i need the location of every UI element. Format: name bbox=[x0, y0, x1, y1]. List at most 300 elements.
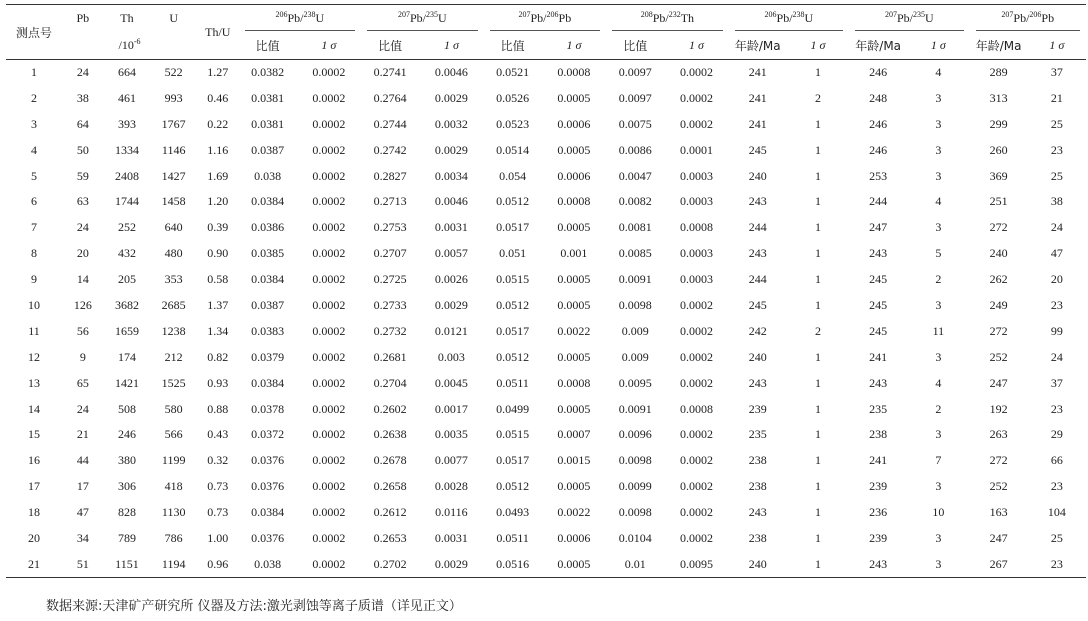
cell-r206-238: 0.038 bbox=[254, 556, 282, 571]
cell-th: 664 bbox=[117, 65, 136, 80]
cell-age207-206-sigma: 20 bbox=[1050, 272, 1063, 287]
cell-r207-206: 0.0512 bbox=[496, 194, 530, 209]
cell-age207-206: 247 bbox=[989, 530, 1008, 545]
cell-r206-238: 0.0384 bbox=[251, 194, 285, 209]
cell-r206-238: 0.0384 bbox=[251, 375, 285, 390]
cell-point: 8 bbox=[31, 246, 38, 261]
cell-r207-206: 0.0516 bbox=[496, 556, 530, 571]
cell-age207-206: 251 bbox=[989, 194, 1008, 209]
cell-r207-235: 0.2707 bbox=[373, 246, 407, 261]
cell-r207-206: 0.0523 bbox=[496, 116, 530, 131]
cell-pb: 24 bbox=[76, 220, 89, 235]
cell-age207-235: 246 bbox=[869, 65, 888, 80]
header-age: 年龄/Ma bbox=[855, 38, 902, 53]
cell-u: 212 bbox=[164, 349, 183, 364]
cell-age206-238-sigma: 2 bbox=[814, 323, 821, 338]
cell-age206-238-sigma: 1 bbox=[814, 375, 821, 390]
cell-age207-235: 246 bbox=[869, 142, 888, 157]
cell-th: 1151 bbox=[115, 556, 139, 571]
cell-age206-238: 238 bbox=[748, 453, 767, 468]
cell-pb: 56 bbox=[76, 323, 89, 338]
cell-r208-232-sigma: 0.0002 bbox=[679, 479, 713, 494]
cell-r208-232: 0.0085 bbox=[618, 246, 652, 261]
cell-age207-206-sigma: 23 bbox=[1050, 556, 1063, 571]
cell-age206-238: 240 bbox=[748, 556, 767, 571]
cell-r208-232-sigma: 0.0002 bbox=[679, 453, 713, 468]
cell-r206-238-sigma: 0.0002 bbox=[312, 65, 346, 80]
cell-pb: 63 bbox=[76, 194, 89, 209]
cell-age207-206: 252 bbox=[989, 479, 1008, 494]
cell-age206-238-sigma: 1 bbox=[814, 297, 821, 312]
cell-r206-238: 0.0386 bbox=[251, 220, 285, 235]
cell-r207-235-sigma: 0.0045 bbox=[434, 375, 468, 390]
cell-pb: 51 bbox=[76, 556, 89, 571]
header-ratio: 比值 bbox=[378, 38, 403, 53]
cell-r206-238-sigma: 0.0002 bbox=[312, 116, 346, 131]
cell-r206-238-sigma: 0.0002 bbox=[312, 375, 346, 390]
cell-r206-238-sigma: 0.0002 bbox=[312, 323, 346, 338]
cell-pb: 14 bbox=[76, 272, 89, 287]
header-group-207pb-235u-ratio: $^{207}$Pb/$^{235}$U bbox=[361, 5, 484, 32]
cell-age207-235-sigma: 3 bbox=[935, 142, 942, 157]
cell-r207-235: 0.2764 bbox=[373, 90, 407, 105]
cell-r208-232: 0.0095 bbox=[618, 375, 652, 390]
cell-r207-235: 0.2678 bbox=[373, 453, 407, 468]
cell-r207-206-sigma: 0.0006 bbox=[557, 116, 591, 131]
cell-u: 993 bbox=[164, 90, 183, 105]
cell-r207-206-sigma: 0.0022 bbox=[557, 323, 591, 338]
cell-th-u: 0.96 bbox=[207, 556, 229, 571]
cell-pb: 17 bbox=[76, 479, 89, 494]
cell-th: 2408 bbox=[114, 168, 139, 183]
cell-point: 11 bbox=[28, 323, 40, 338]
cell-r207-235: 0.2732 bbox=[373, 323, 407, 338]
cell-r207-235: 0.2827 bbox=[373, 168, 407, 183]
table-row bbox=[6, 267, 1086, 293]
cell-r207-206-sigma: 0.0005 bbox=[557, 556, 591, 571]
cell-u: 1767 bbox=[161, 116, 186, 131]
cell-th: 508 bbox=[117, 401, 136, 416]
cell-age207-235: 245 bbox=[869, 272, 888, 287]
cell-r207-206: 0.0512 bbox=[496, 349, 530, 364]
cell-point: 16 bbox=[28, 453, 41, 468]
cell-age207-206: 272 bbox=[989, 453, 1008, 468]
cell-u: 786 bbox=[164, 530, 183, 545]
cell-age207-206: 163 bbox=[989, 505, 1008, 520]
cell-r207-206: 0.0521 bbox=[496, 65, 530, 80]
cell-r207-235: 0.2744 bbox=[373, 116, 407, 131]
cell-r208-232: 0.0081 bbox=[618, 220, 652, 235]
cell-age207-235-sigma: 3 bbox=[935, 220, 942, 235]
cell-r207-206-sigma: 0.0008 bbox=[557, 375, 591, 390]
header-group-207pb-206pb-ratio: $^{207}$Pb/$^{206}$Pb bbox=[484, 5, 607, 32]
cell-age206-238: 238 bbox=[748, 479, 767, 494]
cell-r207-206: 0.0515 bbox=[496, 272, 530, 287]
table-row bbox=[6, 474, 1086, 500]
cell-r207-206-sigma: 0.0005 bbox=[557, 297, 591, 312]
cell-r208-232-sigma: 0.0003 bbox=[679, 194, 713, 209]
cell-u: 480 bbox=[164, 246, 183, 261]
header-th-u-ratio: Th/U bbox=[205, 24, 231, 39]
cell-r207-235: 0.2638 bbox=[373, 427, 407, 442]
cell-point: 10 bbox=[28, 297, 41, 312]
cell-u: 353 bbox=[164, 272, 183, 287]
cell-th: 1334 bbox=[114, 142, 139, 157]
cell-r207-206-sigma: 0.0015 bbox=[557, 453, 591, 468]
cell-r207-235-sigma: 0.0034 bbox=[434, 168, 468, 183]
cell-point: 7 bbox=[31, 220, 38, 235]
table-row bbox=[6, 422, 1086, 448]
cell-age207-206-sigma: 29 bbox=[1050, 427, 1063, 442]
cell-age206-238: 243 bbox=[748, 194, 767, 209]
cell-age207-235: 236 bbox=[869, 505, 888, 520]
cell-age207-235: 245 bbox=[869, 323, 888, 338]
cell-r206-238: 0.0385 bbox=[251, 246, 285, 261]
cell-age206-238-sigma: 1 bbox=[814, 427, 821, 442]
cell-r208-232-sigma: 0.0002 bbox=[679, 505, 713, 520]
cell-point: 15 bbox=[28, 427, 41, 442]
cell-age207-206: 263 bbox=[989, 427, 1008, 442]
cell-th: 174 bbox=[117, 349, 136, 364]
cell-th-u: 0.73 bbox=[207, 479, 229, 494]
cell-r207-206-sigma: 0.0022 bbox=[557, 505, 591, 520]
cell-age207-206-sigma: 21 bbox=[1050, 90, 1063, 105]
cell-age207-235-sigma: 3 bbox=[935, 90, 942, 105]
cell-r208-232: 0.0097 bbox=[618, 90, 652, 105]
cell-th: 1744 bbox=[114, 194, 139, 209]
zircon-data-table-container bbox=[6, 4, 1086, 578]
cell-r207-235-sigma: 0.0057 bbox=[434, 246, 468, 261]
cell-age207-206: 272 bbox=[989, 323, 1008, 338]
cell-pb: 24 bbox=[76, 401, 89, 416]
cell-th-u: 1.00 bbox=[207, 530, 229, 545]
cell-age207-235-sigma: 2 bbox=[935, 272, 942, 287]
cell-th-u: 0.90 bbox=[207, 246, 229, 261]
cell-point: 3 bbox=[31, 116, 38, 131]
cell-th-u: 0.82 bbox=[207, 349, 229, 364]
cell-r206-238: 0.0376 bbox=[251, 530, 285, 545]
cell-age206-238: 244 bbox=[748, 220, 767, 235]
cell-r208-232: 0.0091 bbox=[618, 272, 652, 287]
cell-age206-238: 238 bbox=[748, 530, 767, 545]
cell-age207-206: 289 bbox=[989, 65, 1008, 80]
cell-age206-238: 244 bbox=[748, 272, 767, 287]
cell-age207-235: 243 bbox=[869, 375, 888, 390]
header-group-207pb-235u-age: $^{207}$Pb/$^{235}$U bbox=[849, 5, 969, 32]
table-row bbox=[6, 215, 1086, 241]
cell-r208-232-sigma: 0.0001 bbox=[679, 142, 713, 157]
cell-th-u: 1.16 bbox=[207, 142, 229, 157]
cell-age207-206-sigma: 104 bbox=[1047, 505, 1066, 520]
table-row bbox=[6, 241, 1086, 267]
header-sigma: 1 σ bbox=[566, 37, 582, 52]
cell-th: 828 bbox=[117, 505, 136, 520]
cell-r206-238-sigma: 0.0002 bbox=[312, 505, 346, 520]
cell-r207-235-sigma: 0.0077 bbox=[434, 453, 468, 468]
cell-age206-238: 240 bbox=[748, 168, 767, 183]
cell-age207-206: 252 bbox=[989, 349, 1008, 364]
cell-r207-206: 0.0493 bbox=[496, 505, 530, 520]
cell-r207-235-sigma: 0.0028 bbox=[434, 479, 468, 494]
cell-age206-238-sigma: 1 bbox=[814, 453, 821, 468]
cell-th-u: 0.39 bbox=[207, 220, 229, 235]
cell-age207-206-sigma: 37 bbox=[1050, 375, 1063, 390]
cell-r207-235-sigma: 0.0017 bbox=[434, 401, 468, 416]
cell-r207-206-sigma: 0.0005 bbox=[557, 142, 591, 157]
cell-r207-206-sigma: 0.0005 bbox=[557, 349, 591, 364]
header-ratio: 比值 bbox=[623, 38, 648, 53]
cell-age207-206-sigma: 23 bbox=[1050, 297, 1063, 312]
cell-r207-206-sigma: 0.0006 bbox=[557, 168, 591, 183]
cell-r208-232: 0.0082 bbox=[618, 194, 652, 209]
header-group-208pb-232th-ratio: $^{208}$Pb/$^{232}$Th bbox=[606, 5, 729, 32]
cell-point: 18 bbox=[28, 505, 41, 520]
cell-pb: 64 bbox=[76, 116, 89, 131]
cell-r206-238: 0.0376 bbox=[251, 453, 285, 468]
cell-r207-206: 0.0512 bbox=[496, 297, 530, 312]
cell-age206-238-sigma: 1 bbox=[814, 401, 821, 416]
cell-age207-235-sigma: 3 bbox=[935, 116, 942, 131]
cell-r206-238-sigma: 0.0002 bbox=[312, 90, 346, 105]
cell-th: 252 bbox=[117, 220, 136, 235]
table-row bbox=[6, 396, 1086, 422]
cell-r207-235-sigma: 0.0031 bbox=[434, 220, 468, 235]
cell-age206-238: 245 bbox=[748, 142, 767, 157]
cell-r206-238-sigma: 0.0002 bbox=[312, 530, 346, 545]
cell-r207-235: 0.2753 bbox=[373, 220, 407, 235]
cell-age207-235: 248 bbox=[869, 90, 888, 105]
cell-age207-235-sigma: 3 bbox=[935, 349, 942, 364]
cell-r207-235-sigma: 0.0046 bbox=[434, 65, 468, 80]
cell-r208-232-sigma: 0.0003 bbox=[679, 168, 713, 183]
cell-r207-235-sigma: 0.0029 bbox=[434, 297, 468, 312]
cell-r207-206: 0.0515 bbox=[496, 427, 530, 442]
cell-r206-238-sigma: 0.0002 bbox=[312, 220, 346, 235]
cell-r208-232: 0.0099 bbox=[618, 479, 652, 494]
cell-r206-238: 0.0381 bbox=[251, 116, 285, 131]
header-sigma: 1 σ bbox=[810, 37, 826, 52]
cell-r207-206-sigma: 0.0005 bbox=[557, 401, 591, 416]
cell-u: 418 bbox=[164, 479, 183, 494]
cell-r208-232: 0.0098 bbox=[618, 453, 652, 468]
zircon-u-pb-table bbox=[6, 4, 1086, 578]
table-row bbox=[6, 500, 1086, 526]
table-row bbox=[6, 60, 1086, 86]
cell-r207-235: 0.2713 bbox=[373, 194, 407, 209]
cell-r207-206-sigma: 0.0008 bbox=[557, 65, 591, 80]
cell-r208-232: 0.009 bbox=[621, 349, 649, 364]
cell-age207-206: 247 bbox=[989, 375, 1008, 390]
cell-r207-235-sigma: 0.0029 bbox=[434, 90, 468, 105]
cell-point: 5 bbox=[31, 168, 38, 183]
footnote: 数据来源:天津矿产研究所 仪器及方法:激光剥蚀等离子质谱（详见正文） bbox=[46, 599, 462, 614]
cell-age206-238-sigma: 1 bbox=[814, 505, 821, 520]
cell-r208-232-sigma: 0.0008 bbox=[679, 220, 713, 235]
cell-r207-235-sigma: 0.0121 bbox=[434, 323, 468, 338]
cell-age207-206-sigma: 37 bbox=[1050, 65, 1063, 80]
cell-u: 640 bbox=[164, 220, 183, 235]
cell-point: 14 bbox=[28, 401, 41, 416]
cell-r206-238: 0.0379 bbox=[251, 349, 285, 364]
header-sigma: 1 σ bbox=[689, 37, 704, 52]
cell-r207-235-sigma: 0.0035 bbox=[434, 427, 468, 442]
cell-point: 12 bbox=[28, 349, 41, 364]
cell-r208-232-sigma: 0.0002 bbox=[679, 116, 713, 131]
cell-age207-235-sigma: 2 bbox=[935, 401, 942, 416]
cell-r207-206-sigma: 0.0005 bbox=[557, 479, 591, 494]
cell-age207-206-sigma: 25 bbox=[1050, 168, 1063, 183]
cell-age207-206: 299 bbox=[989, 116, 1008, 131]
cell-r206-238: 0.0384 bbox=[251, 505, 285, 520]
table-row bbox=[6, 448, 1086, 474]
cell-age207-206: 267 bbox=[989, 556, 1008, 571]
cell-point: 1 bbox=[31, 65, 38, 80]
cell-age207-235: 246 bbox=[869, 116, 888, 131]
cell-r208-232-sigma: 0.0002 bbox=[679, 349, 713, 364]
table-row bbox=[6, 370, 1086, 396]
cell-r207-206: 0.0517 bbox=[496, 220, 530, 235]
cell-r208-232: 0.0075 bbox=[618, 116, 652, 131]
cell-r206-238: 0.0387 bbox=[251, 297, 285, 312]
cell-age207-235: 243 bbox=[869, 556, 888, 571]
cell-r207-235-sigma: 0.0026 bbox=[434, 272, 468, 287]
cell-th-u: 0.32 bbox=[207, 453, 229, 468]
cell-age206-238: 245 bbox=[748, 297, 767, 312]
cell-age207-235-sigma: 3 bbox=[935, 479, 942, 494]
cell-r206-238-sigma: 0.0002 bbox=[312, 272, 346, 287]
cell-point: 2 bbox=[31, 90, 38, 105]
cell-age207-206-sigma: 24 bbox=[1050, 220, 1063, 235]
cell-r207-206: 0.0499 bbox=[496, 401, 530, 416]
cell-th-u: 0.46 bbox=[207, 90, 229, 105]
cell-r207-206: 0.051 bbox=[499, 246, 527, 261]
cell-r206-238-sigma: 0.0002 bbox=[312, 297, 346, 312]
cell-th-u: 1.27 bbox=[207, 65, 229, 80]
cell-r207-206-sigma: 0.0005 bbox=[557, 90, 591, 105]
cell-r207-235-sigma: 0.0031 bbox=[434, 530, 468, 545]
cell-r208-232: 0.0091 bbox=[618, 401, 652, 416]
cell-u: 1199 bbox=[161, 453, 186, 468]
cell-r206-238-sigma: 0.0002 bbox=[312, 194, 346, 209]
cell-r206-238: 0.0378 bbox=[251, 401, 285, 416]
cell-th-u: 0.58 bbox=[207, 272, 229, 287]
cell-r207-206: 0.0512 bbox=[496, 479, 530, 494]
cell-th-u: 0.22 bbox=[207, 116, 229, 131]
cell-r208-232: 0.0098 bbox=[618, 505, 652, 520]
cell-age206-238: 241 bbox=[748, 116, 767, 131]
cell-r208-232-sigma: 0.0095 bbox=[679, 556, 713, 571]
cell-th: 1659 bbox=[114, 323, 139, 338]
cell-th: 432 bbox=[117, 246, 136, 261]
cell-u: 1194 bbox=[161, 556, 186, 571]
cell-u: 1525 bbox=[161, 375, 186, 390]
cell-age207-235-sigma: 7 bbox=[935, 453, 942, 468]
cell-th: 246 bbox=[117, 427, 136, 442]
cell-r206-238-sigma: 0.0002 bbox=[312, 556, 346, 571]
header-pb: Pb bbox=[76, 10, 90, 25]
cell-age206-238: 243 bbox=[748, 246, 767, 261]
cell-th-u: 1.34 bbox=[207, 323, 229, 338]
cell-age207-235-sigma: 3 bbox=[935, 427, 942, 442]
cell-age207-206: 313 bbox=[989, 90, 1008, 105]
cell-age207-206: 262 bbox=[989, 272, 1008, 287]
cell-r207-235: 0.2612 bbox=[373, 505, 407, 520]
cell-pb: 65 bbox=[76, 375, 89, 390]
cell-r206-238-sigma: 0.0002 bbox=[312, 246, 346, 261]
cell-r206-238-sigma: 0.0002 bbox=[312, 401, 346, 416]
cell-r208-232-sigma: 0.0002 bbox=[679, 90, 713, 105]
table-row bbox=[6, 551, 1086, 577]
cell-age207-206: 260 bbox=[989, 142, 1008, 157]
cell-r206-238: 0.0387 bbox=[251, 142, 285, 157]
cell-th: 380 bbox=[117, 453, 136, 468]
cell-th-u: 0.43 bbox=[207, 427, 229, 442]
header-concentration-unit: $/10^{-6}$ bbox=[118, 36, 141, 52]
cell-r206-238-sigma: 0.0002 bbox=[312, 142, 346, 157]
cell-r207-206: 0.0517 bbox=[496, 323, 530, 338]
table-row bbox=[6, 318, 1086, 344]
cell-age207-235-sigma: 5 bbox=[935, 246, 942, 261]
cell-point: 6 bbox=[31, 194, 38, 209]
cell-age207-206-sigma: 23 bbox=[1050, 401, 1063, 416]
cell-r207-206: 0.0514 bbox=[496, 142, 530, 157]
table-row bbox=[6, 85, 1086, 111]
cell-age206-238: 242 bbox=[748, 323, 767, 338]
cell-age206-238-sigma: 1 bbox=[814, 168, 821, 183]
cell-th: 306 bbox=[117, 479, 136, 494]
cell-r206-238: 0.0372 bbox=[251, 427, 285, 442]
cell-age206-238-sigma: 1 bbox=[814, 479, 821, 494]
cell-th: 205 bbox=[117, 272, 136, 287]
cell-point: 20 bbox=[28, 530, 41, 545]
cell-r208-232: 0.0098 bbox=[618, 297, 652, 312]
cell-age206-238-sigma: 1 bbox=[814, 142, 821, 157]
header-sigma: 1 σ bbox=[930, 37, 946, 52]
cell-age206-238-sigma: 1 bbox=[814, 556, 821, 571]
cell-age207-206-sigma: 23 bbox=[1050, 479, 1063, 494]
cell-age206-238: 241 bbox=[748, 90, 767, 105]
cell-age206-238: 235 bbox=[748, 427, 767, 442]
cell-age206-238: 243 bbox=[748, 505, 767, 520]
cell-age207-235-sigma: 4 bbox=[935, 65, 942, 80]
header-ratio: 比值 bbox=[255, 38, 280, 53]
cell-r206-238: 0.038 bbox=[254, 168, 282, 183]
cell-u: 1146 bbox=[161, 142, 186, 157]
cell-age207-235-sigma: 3 bbox=[935, 168, 942, 183]
cell-age207-235: 245 bbox=[869, 297, 888, 312]
cell-r208-232-sigma: 0.0002 bbox=[679, 375, 713, 390]
cell-pb: 44 bbox=[76, 453, 89, 468]
cell-age206-238-sigma: 1 bbox=[814, 220, 821, 235]
cell-age207-235: 241 bbox=[869, 453, 888, 468]
cell-age206-238-sigma: 2 bbox=[814, 90, 821, 105]
cell-u: 1130 bbox=[161, 505, 186, 520]
cell-age207-235-sigma: 3 bbox=[935, 530, 942, 545]
cell-r208-232-sigma: 0.0002 bbox=[679, 65, 713, 80]
cell-point: 13 bbox=[28, 375, 41, 390]
cell-u: 522 bbox=[164, 65, 183, 80]
table-body bbox=[6, 60, 1086, 578]
cell-r207-235: 0.2658 bbox=[373, 479, 407, 494]
cell-r207-206-sigma: 0.001 bbox=[560, 246, 588, 261]
cell-age206-238-sigma: 1 bbox=[814, 194, 821, 209]
cell-r208-232: 0.0097 bbox=[618, 65, 652, 80]
cell-age207-235: 244 bbox=[869, 194, 888, 209]
cell-age207-235: 247 bbox=[869, 220, 888, 235]
cell-age207-235: 239 bbox=[869, 479, 888, 494]
header-u: U bbox=[169, 10, 178, 25]
cell-pb: 38 bbox=[76, 90, 89, 105]
